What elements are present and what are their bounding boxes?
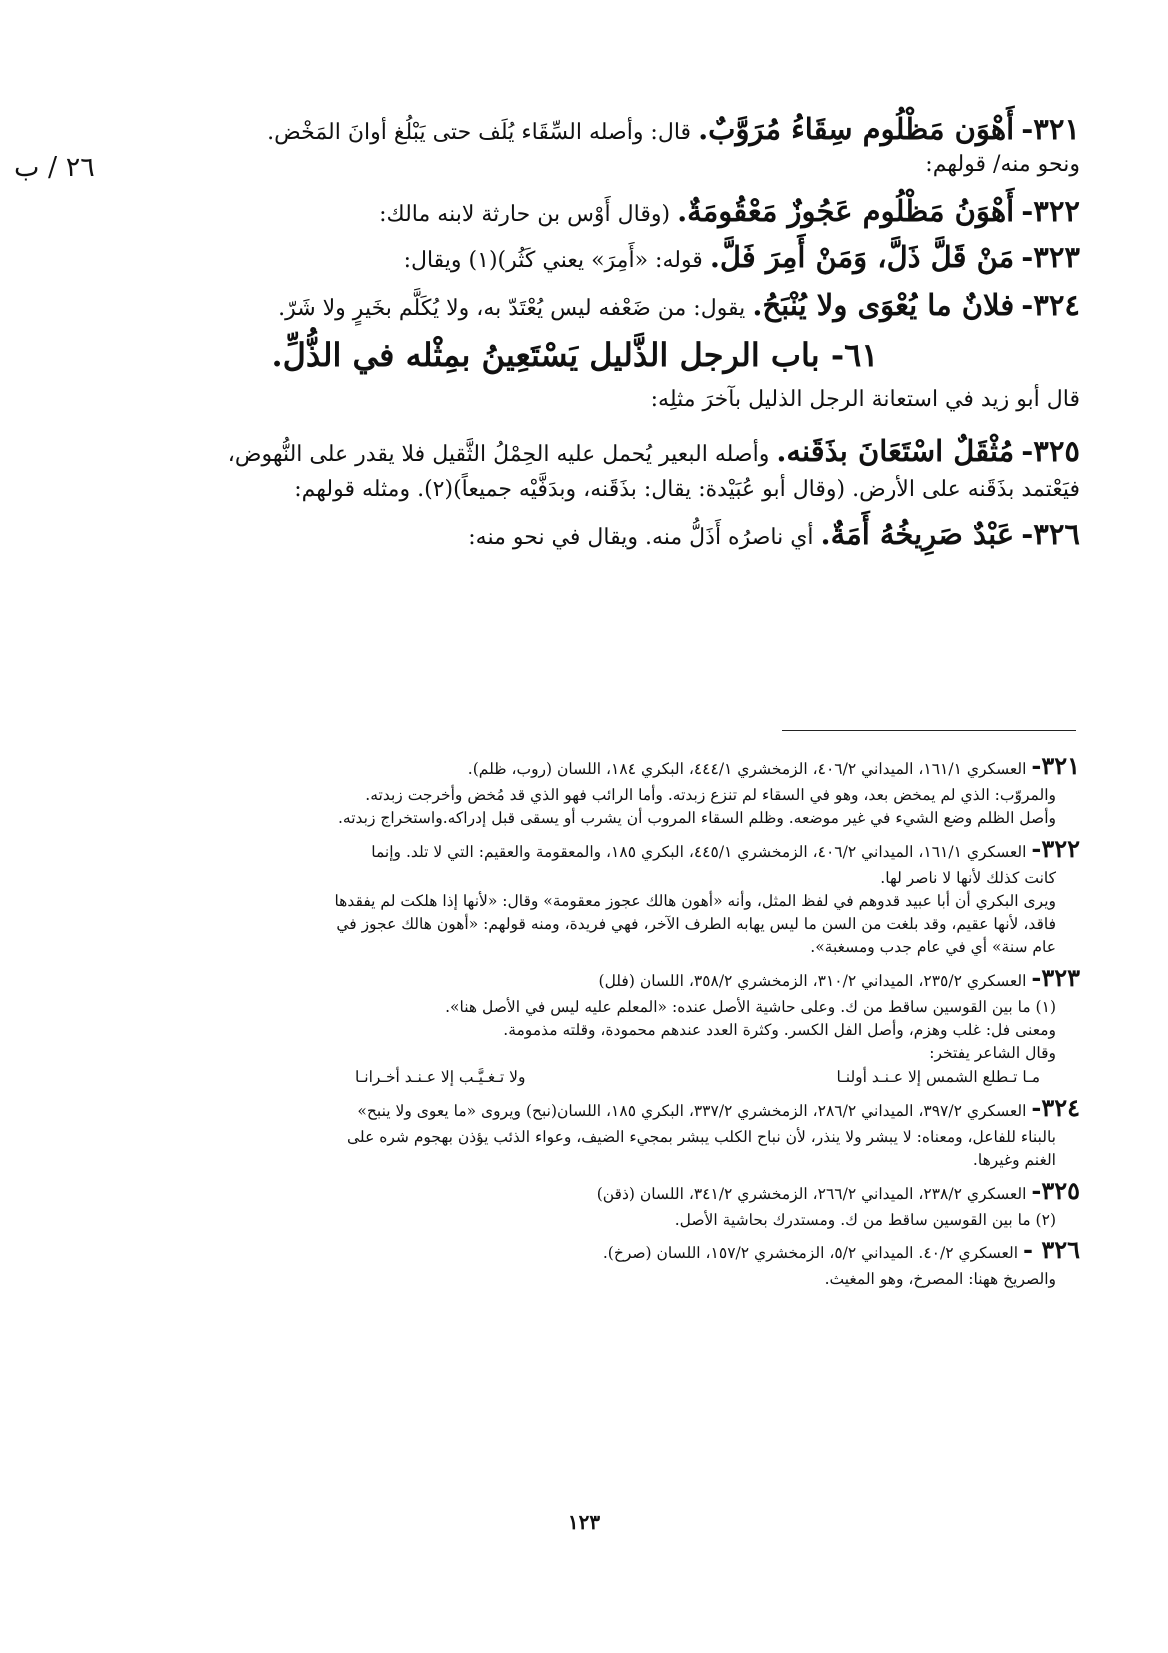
- footnote-line: [95, 890, 1080, 913]
- footnote-number: ٣٢٢-: [1031, 833, 1080, 863]
- footnote-line: [95, 748, 1080, 784]
- footnote-text: العسكري ٤٠/٢. الميداني ٥/٢، الزمخشري ١٥٧/٢، اللسان (صرخ).: [602, 1243, 1019, 1262]
- section-heading: ٦١- باب الرجل الذَّليل يَسْتَعِينُ بمِثْله في الذُّلِّ.: [271, 336, 879, 374]
- footnote-text: وأصل الظلم وضع الشيء في غير موضعه. وظلم السقاء المروب أن يشرب أو يسقى قبل إدراكه.واستخراج زبدته.: [337, 809, 1056, 828]
- footnote-line: [95, 1019, 1080, 1042]
- footnote-text: وقال الشاعر يفتخر:: [929, 1044, 1056, 1062]
- verse-hemistich: ولا تـغـيَّـب إلا عـنـد أخـرانـا: [355, 1068, 526, 1087]
- footnote-text: العسكري ٢٣٨/٢، الميداني ٢٦٦/٢، الزمخشري ٣٤١/٢، اللسان (ذقن): [596, 1184, 1027, 1203]
- proverb-text: أَهْوَنُ مَظْلُوم عَجُوزٌ مَعْقُومَةٌ.: [677, 194, 1015, 228]
- proverb-text: أَهْوَن مَظْلُوم سِقَاءُ مُرَوَّبٌ.: [698, 112, 1015, 146]
- footnote-text: فاقد، لأنها عقيم، وقد بلغت من السن ما ليس يهابه الطرف الآخر، فهي فريدة، ومنه قولهم: «أهون هالك عجوز في: [336, 915, 1056, 933]
- commentary-text: قوله: «أَمِرَ» يعني كَثُر)(١) ويقال:: [403, 248, 703, 273]
- commentary-text: قال: وأصله السِّقَاء يُلَف حتى يَبْلُغ أوانَ المَخْض.: [267, 120, 692, 145]
- footnote-number: ٣٢١-: [1031, 751, 1080, 780]
- footnote-text: والمروّب: الذي لم يمخض بعد، وهو في السقاء لم تنزع زبدته. وأما الرائب فهو الذي قد مُخض وأخرجت زبدته.: [365, 786, 1056, 804]
- footnote-text: (١) ما بين القوسين ساقط من ك. وعلى حاشية الأصل عنده: «المعلم عليه ليس في الأصل هنا».: [445, 997, 1056, 1016]
- main-line: [379, 194, 1080, 229]
- footnote-line: [95, 936, 1080, 959]
- footnote-separator: [782, 730, 1076, 731]
- entry-number: ٣٢٦-: [1021, 517, 1080, 551]
- main-line: [294, 477, 1080, 503]
- footnote-text: العسكري ٢٣٥/٢، الميداني ٣١٠/٢، الزمخشري ٣٥٨/٢، اللسان (فلل): [598, 971, 1027, 990]
- footnote-line: [95, 867, 1080, 890]
- main-line: [267, 112, 1080, 147]
- entry-number: ٣٢٤-: [1021, 288, 1080, 322]
- footnote-text: (٢) ما بين القوسين ساقط من ك. ومستدرك بحاشية الأصل.: [674, 1210, 1056, 1229]
- footnote-line: [95, 1090, 1080, 1126]
- commentary-text: قال أبو زيد في استعانة الرجل الذليل بآخرَ مثلِه:: [650, 387, 1080, 412]
- footnote-number: ٣٢٣-: [1031, 962, 1080, 992]
- footnote-line: [95, 831, 1080, 867]
- main-line: [925, 152, 1080, 178]
- entry-number: ٣٢٣-: [1021, 240, 1080, 274]
- footnote-line: [95, 1149, 1080, 1172]
- footnote-text: العسكري ٣٩٧/٢، الميداني ٢٨٦/٢، الزمخشري ٣٣٧/٢، البكري ١٨٥، اللسان(نبح) ويروى «ما يعوى ولا ينبح»: [357, 1102, 1027, 1121]
- commentary-text: (وقال أَوْس بن حارثة لابنه مالك:: [379, 202, 671, 227]
- main-line: [278, 288, 1080, 323]
- footnote-line: [95, 960, 1080, 996]
- margin-folio-note: ٢٦ / ب: [14, 152, 95, 183]
- footnote-text: العسكري ١٦١/١، الميداني ٤٠٦/٢، الزمخشري ٤٤٤/١، البكري ١٨٤، اللسان (روب، ظلم).: [467, 760, 1027, 778]
- footnote-line: [95, 1268, 1080, 1291]
- footnote-line: [95, 784, 1080, 807]
- verse-hemistich: مـا تـطلع الشمس إلا عـنـد أولنـا: [836, 1068, 1040, 1087]
- entry-number: ٣٢٢-: [1021, 194, 1080, 228]
- footnote-number: ٣٢٥-: [1031, 1175, 1080, 1205]
- commentary-text: أي ناصرُه أَذَلُّ منه. ويقال في نحو منه:: [468, 525, 814, 550]
- commentary-text: يقول: من ضَعْفه ليس يُعْتَدّ به، ولا يُكَلَّم بخَيرٍ ولا شَرّ.: [278, 296, 746, 321]
- footnote-line: [95, 1209, 1080, 1232]
- commentary-text: وأصله البعير يُحمل عليه الحِمْلُ الثَّقيل فلا يقدر على النُّهوض،: [227, 442, 770, 467]
- main-line: [651, 387, 1080, 413]
- verse-line: [95, 1065, 1080, 1090]
- footnote-text: بالبناء للفاعل، ومعناه: لا يبشر ولا ينذر، لأن نباح الكلب يبشر بمجيء الضيف، وعواء الذئب يؤذن بهجوم شره على: [347, 1128, 1056, 1147]
- footnote-number: ٣٢٦ -: [1023, 1234, 1080, 1264]
- footnote-line: [95, 996, 1080, 1019]
- footnote-text: كانت كذلك لأنها لا ناصر لها.: [880, 868, 1056, 887]
- footnote-line: [95, 1232, 1080, 1268]
- footnote-line: [95, 1042, 1080, 1065]
- footnote-text: العسكري ١٦١/١، الميداني ٤٠٦/٢، الزمخشري ٤٤٥/١، البكري ١٨٥، والمعقومة والعقيم: التي لا تلد. وإنما: [371, 842, 1027, 861]
- proverb-text: فلانٌ ما يُعْوَى ولا يُنْبَحُ.: [752, 288, 1015, 322]
- proverb-text: عَبْدٌ صَرِيخُهُ أَمَةٌ.: [820, 517, 1015, 551]
- main-line: [468, 517, 1080, 552]
- footnote-line: [95, 1126, 1080, 1149]
- footnote-text: ويرى البكري أن أبا عبيد قدوهم في لفظ المثل، وأنه «أهون هالك عجوز معقومة» وقال: «لأنها إذا هلكت لم يفقدها: [334, 891, 1056, 910]
- footnote-line: [95, 913, 1080, 936]
- footnote-text: والصريخ ههنا: المصرخ، وهو المغيث.: [824, 1269, 1056, 1288]
- footnote-number: ٣٢٤-: [1031, 1093, 1080, 1123]
- footnote-line: [95, 1173, 1080, 1209]
- page-number: ١٢٣: [567, 1510, 601, 1534]
- footnotes: [95, 748, 1080, 1291]
- commentary-text: فيَعْتمد بذَقَنه على الأرض. (وقال أبو عُبَيْدة: يقال: بذَقَنه، وبدَفَّيْه جميعاً)(٢). ومثله قولهم:: [294, 477, 1080, 502]
- footnote-text: ومعنى فل: غلب وهزم، وأصل الفل الكسر. وكثرة العدد عندهم محمودة، وقلته مذمومة.: [503, 1020, 1056, 1039]
- footnote-text: عام سنة» أي في عام جدب ومسغبة».: [810, 938, 1056, 957]
- entry-number: ٣٢١-: [1021, 112, 1080, 146]
- proverb-text: مَنْ قَلَّ ذَلَّ، وَمَنْ أَمِرَ فَلَّ.: [709, 240, 1015, 274]
- commentary-text: ونحو منه/ قولهم:: [925, 152, 1080, 177]
- main-line: [228, 434, 1080, 469]
- footnote-text: الغنم وغيرها.: [972, 1151, 1056, 1170]
- footnote-line: [95, 807, 1080, 830]
- main-line: [404, 240, 1080, 275]
- proverb-text: مُثْقَلٌ اسْتَعَانَ بذَقَنه.: [776, 434, 1015, 468]
- entry-number: ٣٢٥-: [1021, 434, 1080, 468]
